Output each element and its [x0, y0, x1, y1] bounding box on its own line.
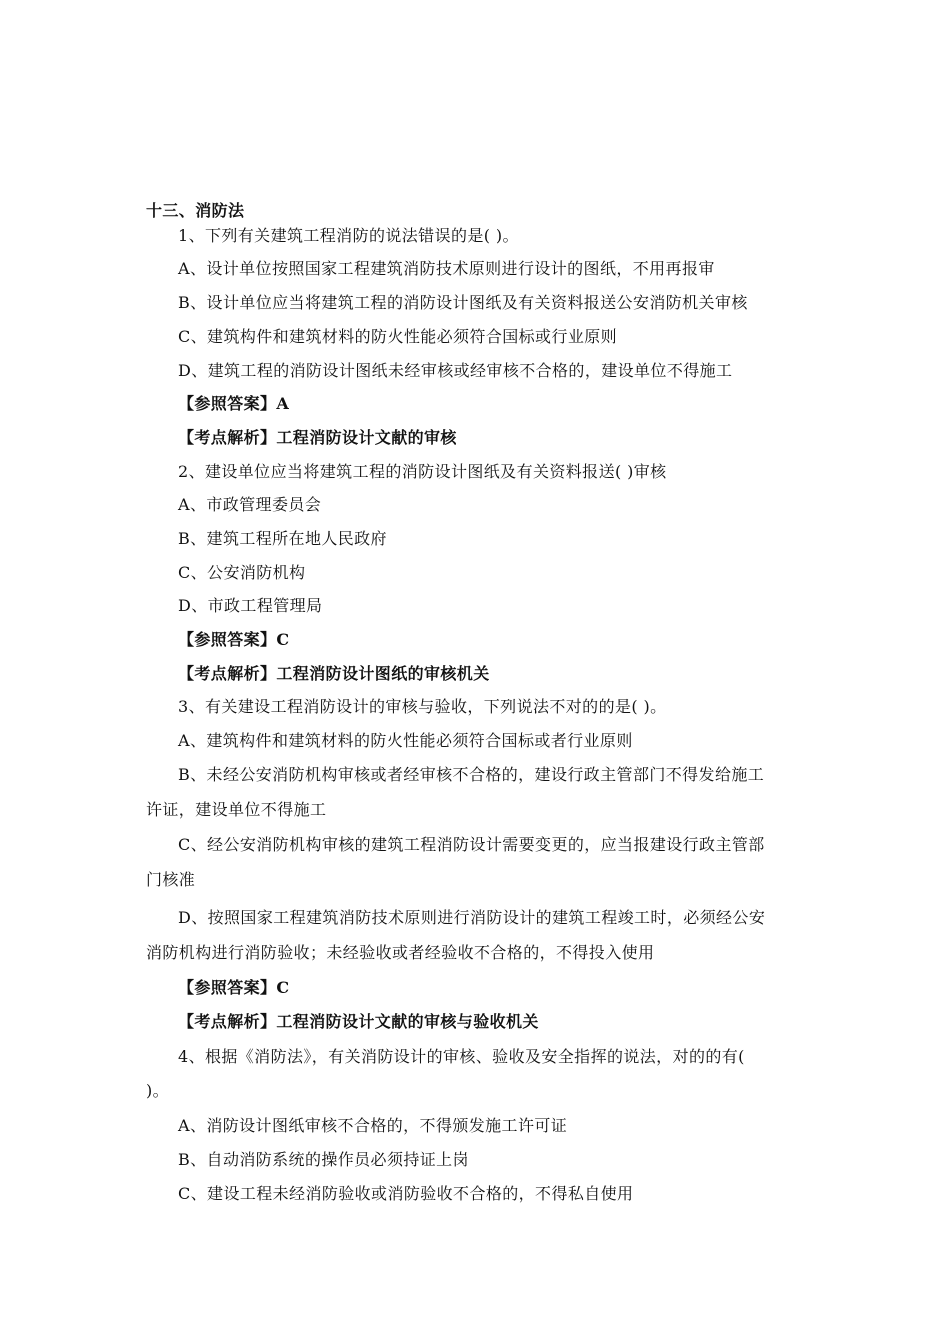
question-4-option-c: C、建设工程未经消防验收或消防验收不合格的，不得私自使用 — [178, 1184, 634, 1203]
question-4-stem: 4、根据《消防法》，有关消防设计的审核、验收及安全指挥的说法，对的的有( — [178, 1047, 745, 1066]
question-3-option-d: D、按照国家工程建筑消防技术原则进行消防设计的建筑工程竣工时，必须经公安 — [178, 908, 766, 927]
question-3-option-b-continued: 许证，建设单位不得施工 — [146, 800, 327, 819]
question-3-option-c: C、经公安消防机构审核的建筑工程消防设计需要变更的，应当报建设行政主管部 — [178, 835, 765, 854]
question-2-option-d: D、市政工程管理局 — [178, 596, 323, 615]
question-2-option-c: C、公安消防机构 — [178, 563, 306, 582]
question-2-stem: 2、建设单位应当将建筑工程的消防设计图纸及有关资料报送( )审核 — [178, 462, 667, 481]
question-1-option-b: B、设计单位应当将建筑工程的消防设计图纸及有关资料报送公安消防机关审核 — [178, 293, 748, 312]
question-2-option-b: B、建筑工程所在地人民政府 — [178, 529, 387, 548]
question-1-stem: 1、下列有关建筑工程消防的说法错误的是( )。 — [178, 226, 519, 245]
question-2-option-a: A、市政管理委员会 — [178, 495, 322, 514]
question-3-analysis: 【考点解析】工程消防设计文献的审核与验收机关 — [178, 1012, 539, 1031]
question-3-option-a: A、建筑构件和建筑材料的防火性能必须符合国标或者行业原则 — [178, 731, 633, 750]
question-3-answer: 【参照答案】C — [178, 978, 290, 997]
question-4-stem-continued: )。 — [146, 1081, 170, 1100]
question-4-option-b: B、自动消防系统的操作员必须持证上岗 — [178, 1150, 469, 1169]
question-1-answer: 【参照答案】A — [178, 394, 290, 413]
question-3-option-d-continued: 消防机构进行消防验收；未经验收或者经验收不合格的，不得投入使用 — [146, 943, 655, 962]
question-1-option-d: D、建筑工程的消防设计图纸未经审核或经审核不合格的，建设单位不得施工 — [178, 361, 733, 380]
question-3-option-c-continued: 门核准 — [146, 870, 196, 889]
question-1-option-a: A、设计单位按照国家工程建筑消防技术原则进行设计的图纸，不用再报审 — [178, 259, 715, 278]
question-3-stem: 3、有关建设工程消防设计的审核与验收，下列说法不对的的是( )。 — [178, 697, 667, 716]
question-2-answer: 【参照答案】C — [178, 630, 290, 649]
section-title: 十三、消防法 — [146, 201, 245, 220]
question-2-analysis: 【考点解析】工程消防设计图纸的审核机关 — [178, 664, 490, 683]
question-1-analysis: 【考点解析】工程消防设计文献的审核 — [178, 428, 457, 447]
question-1-option-c: C、建筑构件和建筑材料的防火性能必须符合国标或行业原则 — [178, 327, 618, 346]
question-3-option-b: B、未经公安消防机构审核或者经审核不合格的，建设行政主管部门不得发给施工 — [178, 765, 765, 784]
question-4-option-a: A、消防设计图纸审核不合格的，不得颁发施工许可证 — [178, 1116, 568, 1135]
